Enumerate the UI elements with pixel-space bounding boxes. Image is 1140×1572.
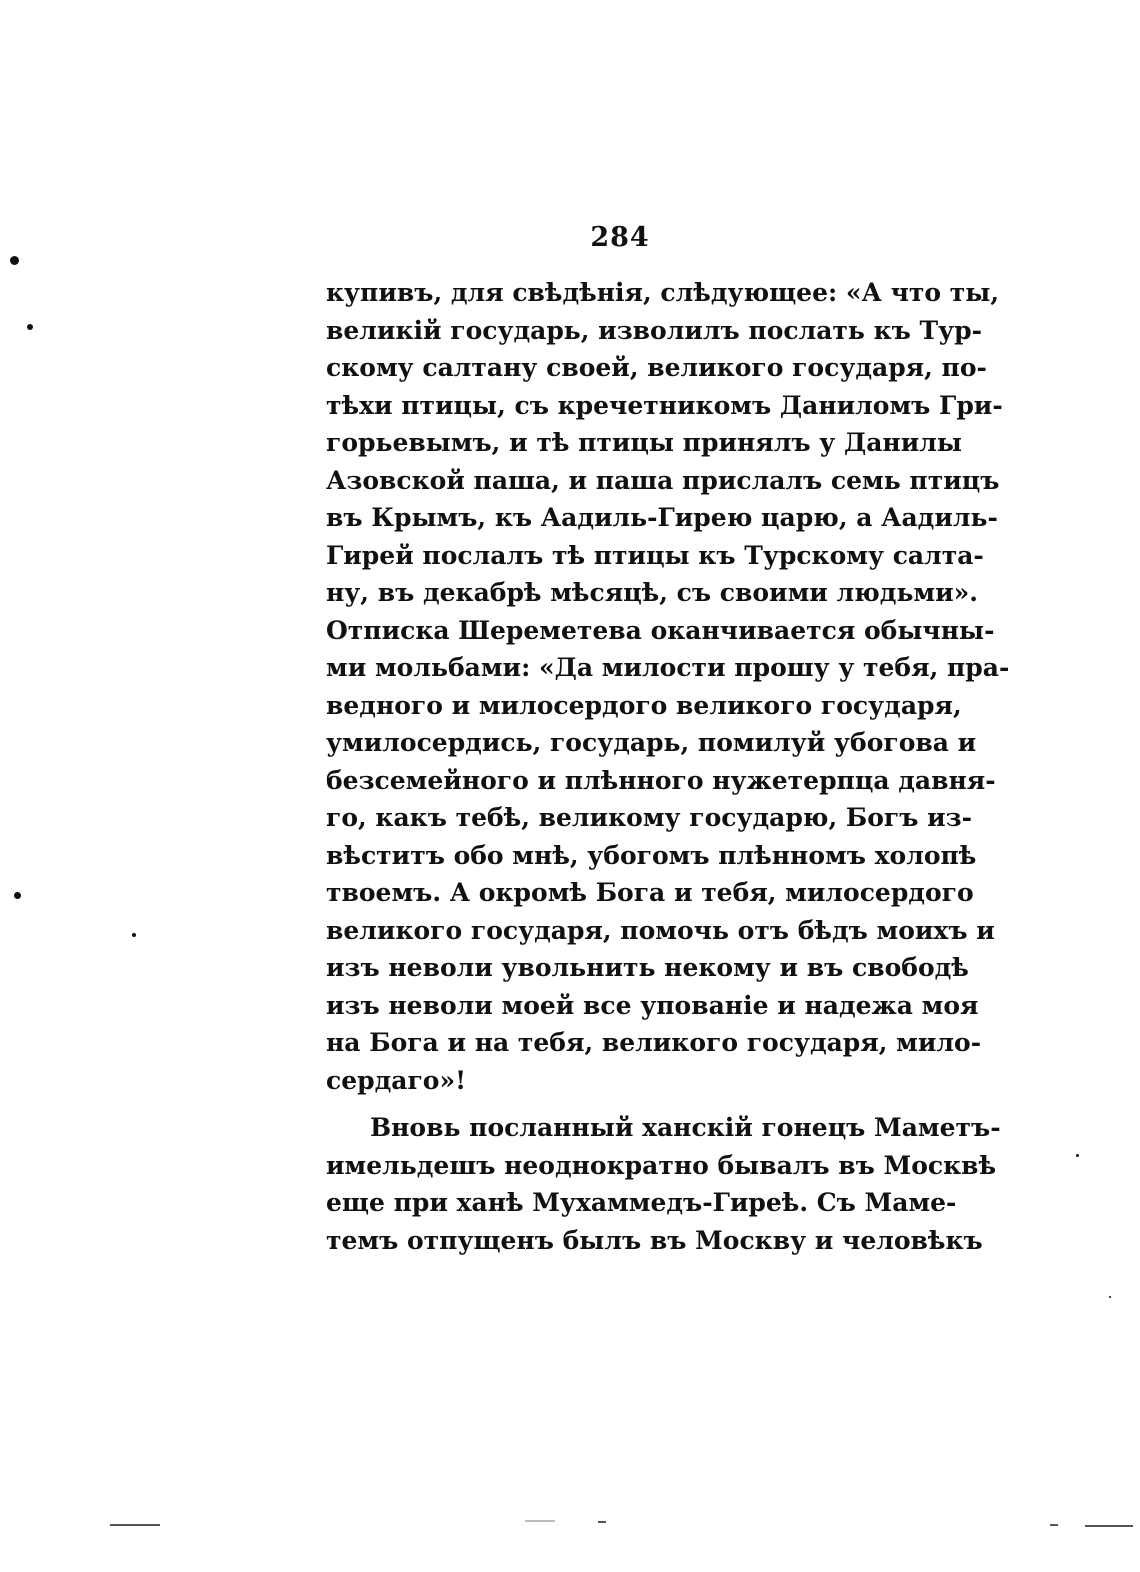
text-line: Гирей послалъ тѣ птицы къ Турскому салта- (326, 540, 984, 570)
scan-artifact (1085, 1525, 1133, 1527)
text-line: на Бога и на тебя, великого государя, мило- (326, 1028, 982, 1057)
text-line: Азовской паша, и паша прислалъ семь птицъ (326, 465, 1000, 495)
paragraph-gap (326, 1099, 916, 1109)
text-line: купивъ, для свѣдѣнія, слѣдующее: «А что ты, (326, 278, 1000, 307)
text-line: изъ неволи моей все упованіе и надежа моя (326, 990, 979, 1020)
text-line: горьевымъ, и тѣ птицы принялъ у Данилы (326, 428, 962, 457)
paragraph (326, 1109, 1001, 1259)
scan-speck (14, 892, 21, 899)
text-line: тѣхи птицы, съ кречетникомъ Даниломъ Гри- (326, 390, 1003, 420)
text-line: великій государь, изволилъ послать къ Тур- (326, 315, 982, 345)
text-line: го, какъ тебѣ, великому государю, Богъ из- (326, 803, 972, 832)
text-line: въ Крымъ, къ Аадиль-Гирею царю, а Аадиль- (326, 503, 998, 532)
scan-speck (10, 256, 19, 265)
scan-speck (1109, 1296, 1111, 1298)
body-text (326, 274, 1010, 1259)
text-line: изъ неволи увольнить некому и въ свободѣ (326, 953, 969, 982)
text-line: темъ отпущенъ былъ въ Москву и человѣкъ (326, 1225, 983, 1255)
scan-artifact (110, 1524, 160, 1526)
scan-artifact (525, 1520, 555, 1522)
text-line: скому салтану своей, великого государя, по- (326, 353, 987, 382)
scan-artifact (1050, 1524, 1058, 1526)
text-line: Вновь посланный ханскій гонецъ Маметъ- (370, 1113, 1001, 1142)
text-line: Отписка Шереметева оканчивается обычны- (326, 615, 995, 645)
text-line: ми мольбами: «Да милости прошу у тебя, пра- (326, 653, 1010, 682)
scan-speck (1076, 1154, 1079, 1157)
page-number: 284 (590, 222, 650, 253)
text-line: безсемейного и плѣнного нужетерпца давня- (326, 765, 996, 795)
text-line: еще при ханѣ Мухаммедъ-Гиреѣ. Съ Маме- (326, 1188, 957, 1217)
text-line: великого государя, помочь отъ бѣдъ моихъ и (326, 915, 995, 945)
text-line: сердаго»! (326, 1065, 467, 1095)
text-line: вѣститъ обо мнѣ, убогомъ плѣнномъ холопѣ (326, 840, 977, 870)
paragraph (326, 274, 1010, 1099)
text-line: ну, въ декабрѣ мѣсяцѣ, съ своими людьми». (326, 578, 979, 607)
scan-speck (132, 933, 136, 937)
scan-speck (27, 324, 33, 330)
scan-artifact (598, 1521, 606, 1523)
text-line: имельдешъ неоднократно бывалъ въ Москвѣ (326, 1150, 997, 1180)
text-line: твоемъ. А окромѣ Бога и тебя, милосердого (326, 878, 974, 907)
text-line: умилосердись, государь, помилуй убогова и (326, 728, 977, 757)
text-line: ведного и милосердого великого государя, (326, 690, 962, 720)
